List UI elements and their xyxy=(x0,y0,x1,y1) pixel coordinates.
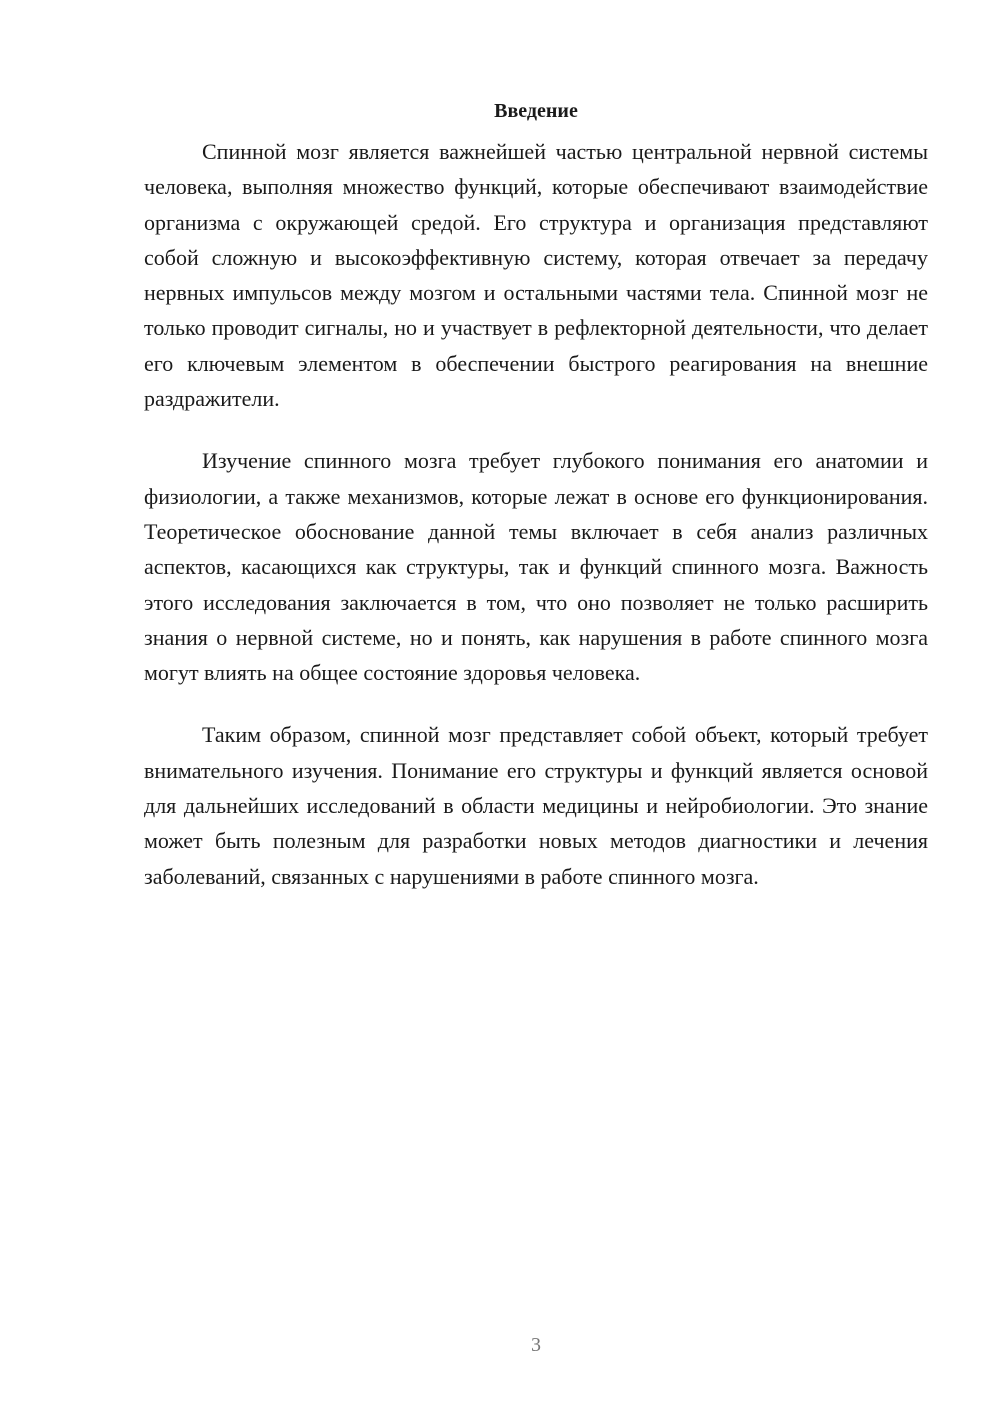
section-heading: Введение xyxy=(494,100,578,122)
paragraph-3: Таким образом, спинной мозг представляет собой объект, который требует внимательного изучения. Понимание его структуры и функций является основой для дальнейших исследований в области медицины и нейробиологии. Это знание может быть полезным для разработки новых методов диагностики и лечения заболеваний, связанных с нарушениями в работе спинного мозга. xyxy=(144,722,928,889)
page-content xyxy=(144,94,928,894)
paragraph-2: Изучение спинного мозга требует глубокого понимания его анатомии и физиологии, а также механизмов, которые лежат в основе его функционирования. Теоретическое обоснование данной темы включает в себя анализ различных аспектов, касающихся как структуры, так и функций спинного мозга. Важность этого исследования заключается в том, что оно позволяет не только расширить знания о нервной системе, но и понять, как нарушения в работе спинного мозга могут влиять на общее состояние здоровья человека. xyxy=(144,448,928,686)
paragraph-1: Спинной мозг является важнейшей частью центральной нервной системы человека, выполняя множество функций, которые обеспечивают взаимодействие организма с окружающей средой. Его структура и организация представляют собой сложную и высокоэффективную систему, которая отвечает за передачу нервных импульсов между мозгом и остальными частями тела. Спинной мозг не только проводит сигналы, но и участвует в рефлекторной деятельности, что делает его ключевым элементом в обеспечении быстрого реагирования на внешние раздражители. xyxy=(144,139,928,412)
page-number: 3 xyxy=(531,1334,541,1356)
